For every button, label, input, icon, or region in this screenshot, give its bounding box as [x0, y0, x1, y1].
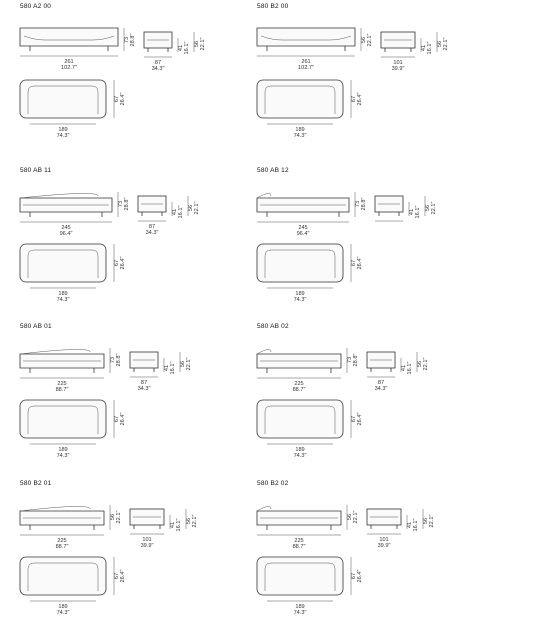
- width-inch: 102.7": [298, 65, 314, 71]
- plan-width-inch: 74.3": [293, 453, 307, 459]
- plan-depth-inch: 26.4": [357, 256, 363, 270]
- depth-cm: 87: [154, 60, 162, 66]
- arm-height-inch: 22.1": [431, 201, 437, 215]
- plan-view: [20, 557, 106, 595]
- plan-depth-cm: 67: [351, 259, 357, 267]
- depth-cm: 87: [148, 224, 156, 230]
- plan-width-cm: 189: [295, 447, 305, 453]
- plan-width-cm: 189: [295, 127, 305, 133]
- arm-height-cm: 56: [425, 204, 431, 212]
- seat-height-cm: 41: [170, 521, 176, 529]
- plan-depth-inch: 26.4": [357, 92, 363, 106]
- plan-view: [20, 400, 106, 438]
- side-elevation: [130, 352, 158, 372]
- plan-width-inch: 74.3": [56, 297, 70, 303]
- drawing: [237, 316, 503, 475]
- side-elevation: [375, 196, 403, 216]
- arm-height-inch: 22.1": [186, 357, 192, 371]
- width-inch: 88.7": [55, 544, 69, 550]
- height-cm: 73: [347, 356, 353, 364]
- depth-cm: 101: [393, 60, 403, 66]
- model-code: 580 AB 01: [20, 323, 52, 330]
- plan-depth-cm: 67: [351, 572, 357, 580]
- seat-height-cm: 41: [401, 364, 407, 372]
- height-inch: 22.1": [353, 510, 359, 524]
- height-inch: 28.8": [116, 353, 122, 367]
- side-elevation: [138, 196, 166, 216]
- drawing: [237, 160, 503, 319]
- plan-depth-cm: 67: [114, 95, 120, 103]
- seat-height-inch: 16.1": [407, 361, 413, 375]
- plan-view: [257, 244, 343, 282]
- plan-view: [20, 244, 106, 282]
- model-code: 580 B2 01: [20, 480, 52, 487]
- front-elevation: [20, 193, 112, 217]
- plan-width-inch: 74.3": [293, 610, 307, 616]
- width-inch: 88.7": [292, 544, 306, 550]
- side-elevation: [381, 32, 415, 52]
- front-elevation: [20, 349, 104, 373]
- model-code: 580 AB 11: [20, 167, 52, 174]
- plan-width-cm: 189: [58, 291, 68, 297]
- front-elevation: [257, 349, 341, 373]
- depth-cm: 101: [379, 537, 389, 543]
- front-elevation: [257, 506, 341, 530]
- width-cm: 225: [294, 538, 304, 544]
- plan-depth-cm: 67: [114, 415, 120, 423]
- model-cell: [237, 316, 503, 475]
- front-elevation: [257, 193, 349, 217]
- plan-width-inch: 74.3": [56, 610, 70, 616]
- plan-depth-cm: 67: [351, 95, 357, 103]
- plan-width-cm: 189: [295, 604, 305, 610]
- drawing: [0, 0, 266, 159]
- side-elevation: [144, 32, 172, 52]
- front-elevation: [20, 506, 104, 530]
- seat-height-cm: 41: [421, 44, 427, 52]
- arm-height-cm: 56: [188, 204, 194, 212]
- plan-depth-cm: 67: [114, 572, 120, 580]
- seat-height-inch: 16.1": [413, 518, 419, 532]
- width-inch: 102.7": [61, 65, 77, 71]
- arm-height-inch: 22.1": [194, 201, 200, 215]
- plan-view: [257, 80, 343, 118]
- seat-height-cm: 41: [164, 364, 170, 372]
- drawing: [0, 316, 266, 475]
- plan-width-inch: 74.3": [293, 133, 307, 139]
- width-cm: 225: [57, 381, 67, 387]
- plan-depth-inch: 26.4": [120, 92, 126, 106]
- width-inch: 96.4": [59, 231, 73, 237]
- seat-height-cm: 41: [172, 208, 178, 216]
- height-inch: 28.8": [124, 197, 130, 211]
- height-inch: 28.8": [361, 197, 367, 211]
- drawing: [237, 0, 503, 159]
- arm-height-inch: 22.1": [200, 37, 206, 51]
- width-cm: 261: [64, 59, 74, 65]
- width-inch: 88.7": [55, 387, 69, 393]
- drawing: [0, 473, 266, 632]
- height-cm: 56: [110, 513, 116, 521]
- model-code: 580 AB 02: [257, 323, 289, 330]
- plan-width-inch: 74.3": [56, 133, 70, 139]
- seat-height-inch: 16.1": [170, 361, 176, 375]
- width-inch: 96.4": [296, 231, 310, 237]
- plan-width-inch: 74.3": [293, 297, 307, 303]
- seat-height-inch: 16.1": [427, 41, 433, 55]
- height-cm: 56: [361, 36, 367, 44]
- depth-inch: 34.3": [151, 66, 165, 72]
- drawing: [237, 473, 503, 632]
- model-code: 580 B2 00: [257, 3, 289, 10]
- depth-inch: 39.9": [377, 543, 391, 549]
- height-inch: 28.8": [353, 353, 359, 367]
- depth-cm: 101: [142, 537, 152, 543]
- plan-depth-inch: 26.4": [120, 569, 126, 583]
- depth-cm: 87: [140, 380, 148, 386]
- model-code: 580 B2 02: [257, 480, 289, 487]
- plan-width-cm: 189: [58, 127, 68, 133]
- arm-height-inch: 22.1": [429, 514, 435, 528]
- height-inch: 22.1": [367, 33, 373, 47]
- height-cm: 73: [355, 200, 361, 208]
- height-inch: 22.1": [116, 510, 122, 524]
- plan-depth-cm: 67: [351, 415, 357, 423]
- plan-depth-cm: 67: [114, 259, 120, 267]
- model-cell: [237, 0, 503, 159]
- plan-view: [257, 557, 343, 595]
- seat-height-inch: 16.1": [176, 518, 182, 532]
- side-elevation: [367, 509, 401, 529]
- model-cell: [0, 0, 266, 159]
- plan-depth-inch: 26.4": [357, 412, 363, 426]
- model-code: 580 AB 12: [257, 167, 289, 174]
- arm-height-cm: 56: [417, 360, 423, 368]
- plan-width-cm: 189: [58, 447, 68, 453]
- plan-width-inch: 74.3": [56, 453, 70, 459]
- plan-width-cm: 189: [295, 291, 305, 297]
- plan-view: [20, 80, 106, 118]
- depth-inch: 39.9": [140, 543, 154, 549]
- arm-height-cm: 56: [194, 40, 200, 48]
- height-inch: 28.8": [130, 33, 136, 47]
- side-elevation: [367, 352, 395, 372]
- arm-height-cm: 56: [180, 360, 186, 368]
- height-cm: 56: [347, 513, 353, 521]
- model-cell: [237, 473, 503, 632]
- model-cell: [0, 316, 266, 475]
- seat-height-cm: 41: [409, 208, 415, 216]
- depth-inch: 34.3": [374, 386, 388, 392]
- front-elevation: [20, 28, 118, 51]
- depth-inch: 39.9": [391, 66, 405, 72]
- depth-cm: 87: [377, 380, 385, 386]
- width-cm: 225: [57, 538, 67, 544]
- seat-height-cm: 41: [407, 521, 413, 529]
- arm-height-inch: 22.1": [423, 357, 429, 371]
- arm-height-cm: 56: [423, 517, 429, 525]
- width-cm: 245: [61, 225, 71, 231]
- model-cell: [237, 160, 503, 319]
- side-elevation: [130, 509, 164, 529]
- depth-inch: 34.3": [145, 230, 159, 236]
- plan-width-cm: 189: [58, 604, 68, 610]
- width-inch: 88.7": [292, 387, 306, 393]
- plan-depth-inch: 26.4": [120, 412, 126, 426]
- model-code: 580 A2 00: [20, 3, 52, 10]
- drawing: [0, 160, 266, 319]
- plan-depth-inch: 26.4": [120, 256, 126, 270]
- arm-height-inch: 22.1": [192, 514, 198, 528]
- model-cell: [0, 473, 266, 632]
- arm-height-cm: 56: [186, 517, 192, 525]
- model-cell: [0, 160, 266, 319]
- arm-height-inch: 22.1": [443, 37, 449, 51]
- seat-height-inch: 16.1": [415, 205, 421, 219]
- height-cm: 73: [110, 356, 116, 364]
- arm-height-cm: 56: [437, 40, 443, 48]
- seat-height-cm: 41: [178, 44, 184, 52]
- depth-inch: 34.3": [137, 386, 151, 392]
- width-cm: 245: [298, 225, 308, 231]
- seat-height-inch: 16.1": [184, 41, 190, 55]
- height-cm: 73: [118, 200, 124, 208]
- width-cm: 261: [301, 59, 311, 65]
- height-cm: 73: [124, 36, 130, 44]
- plan-view: [257, 400, 343, 438]
- width-cm: 225: [294, 381, 304, 387]
- plan-depth-inch: 26.4": [357, 569, 363, 583]
- front-elevation: [257, 28, 355, 51]
- seat-height-inch: 16.1": [178, 205, 184, 219]
